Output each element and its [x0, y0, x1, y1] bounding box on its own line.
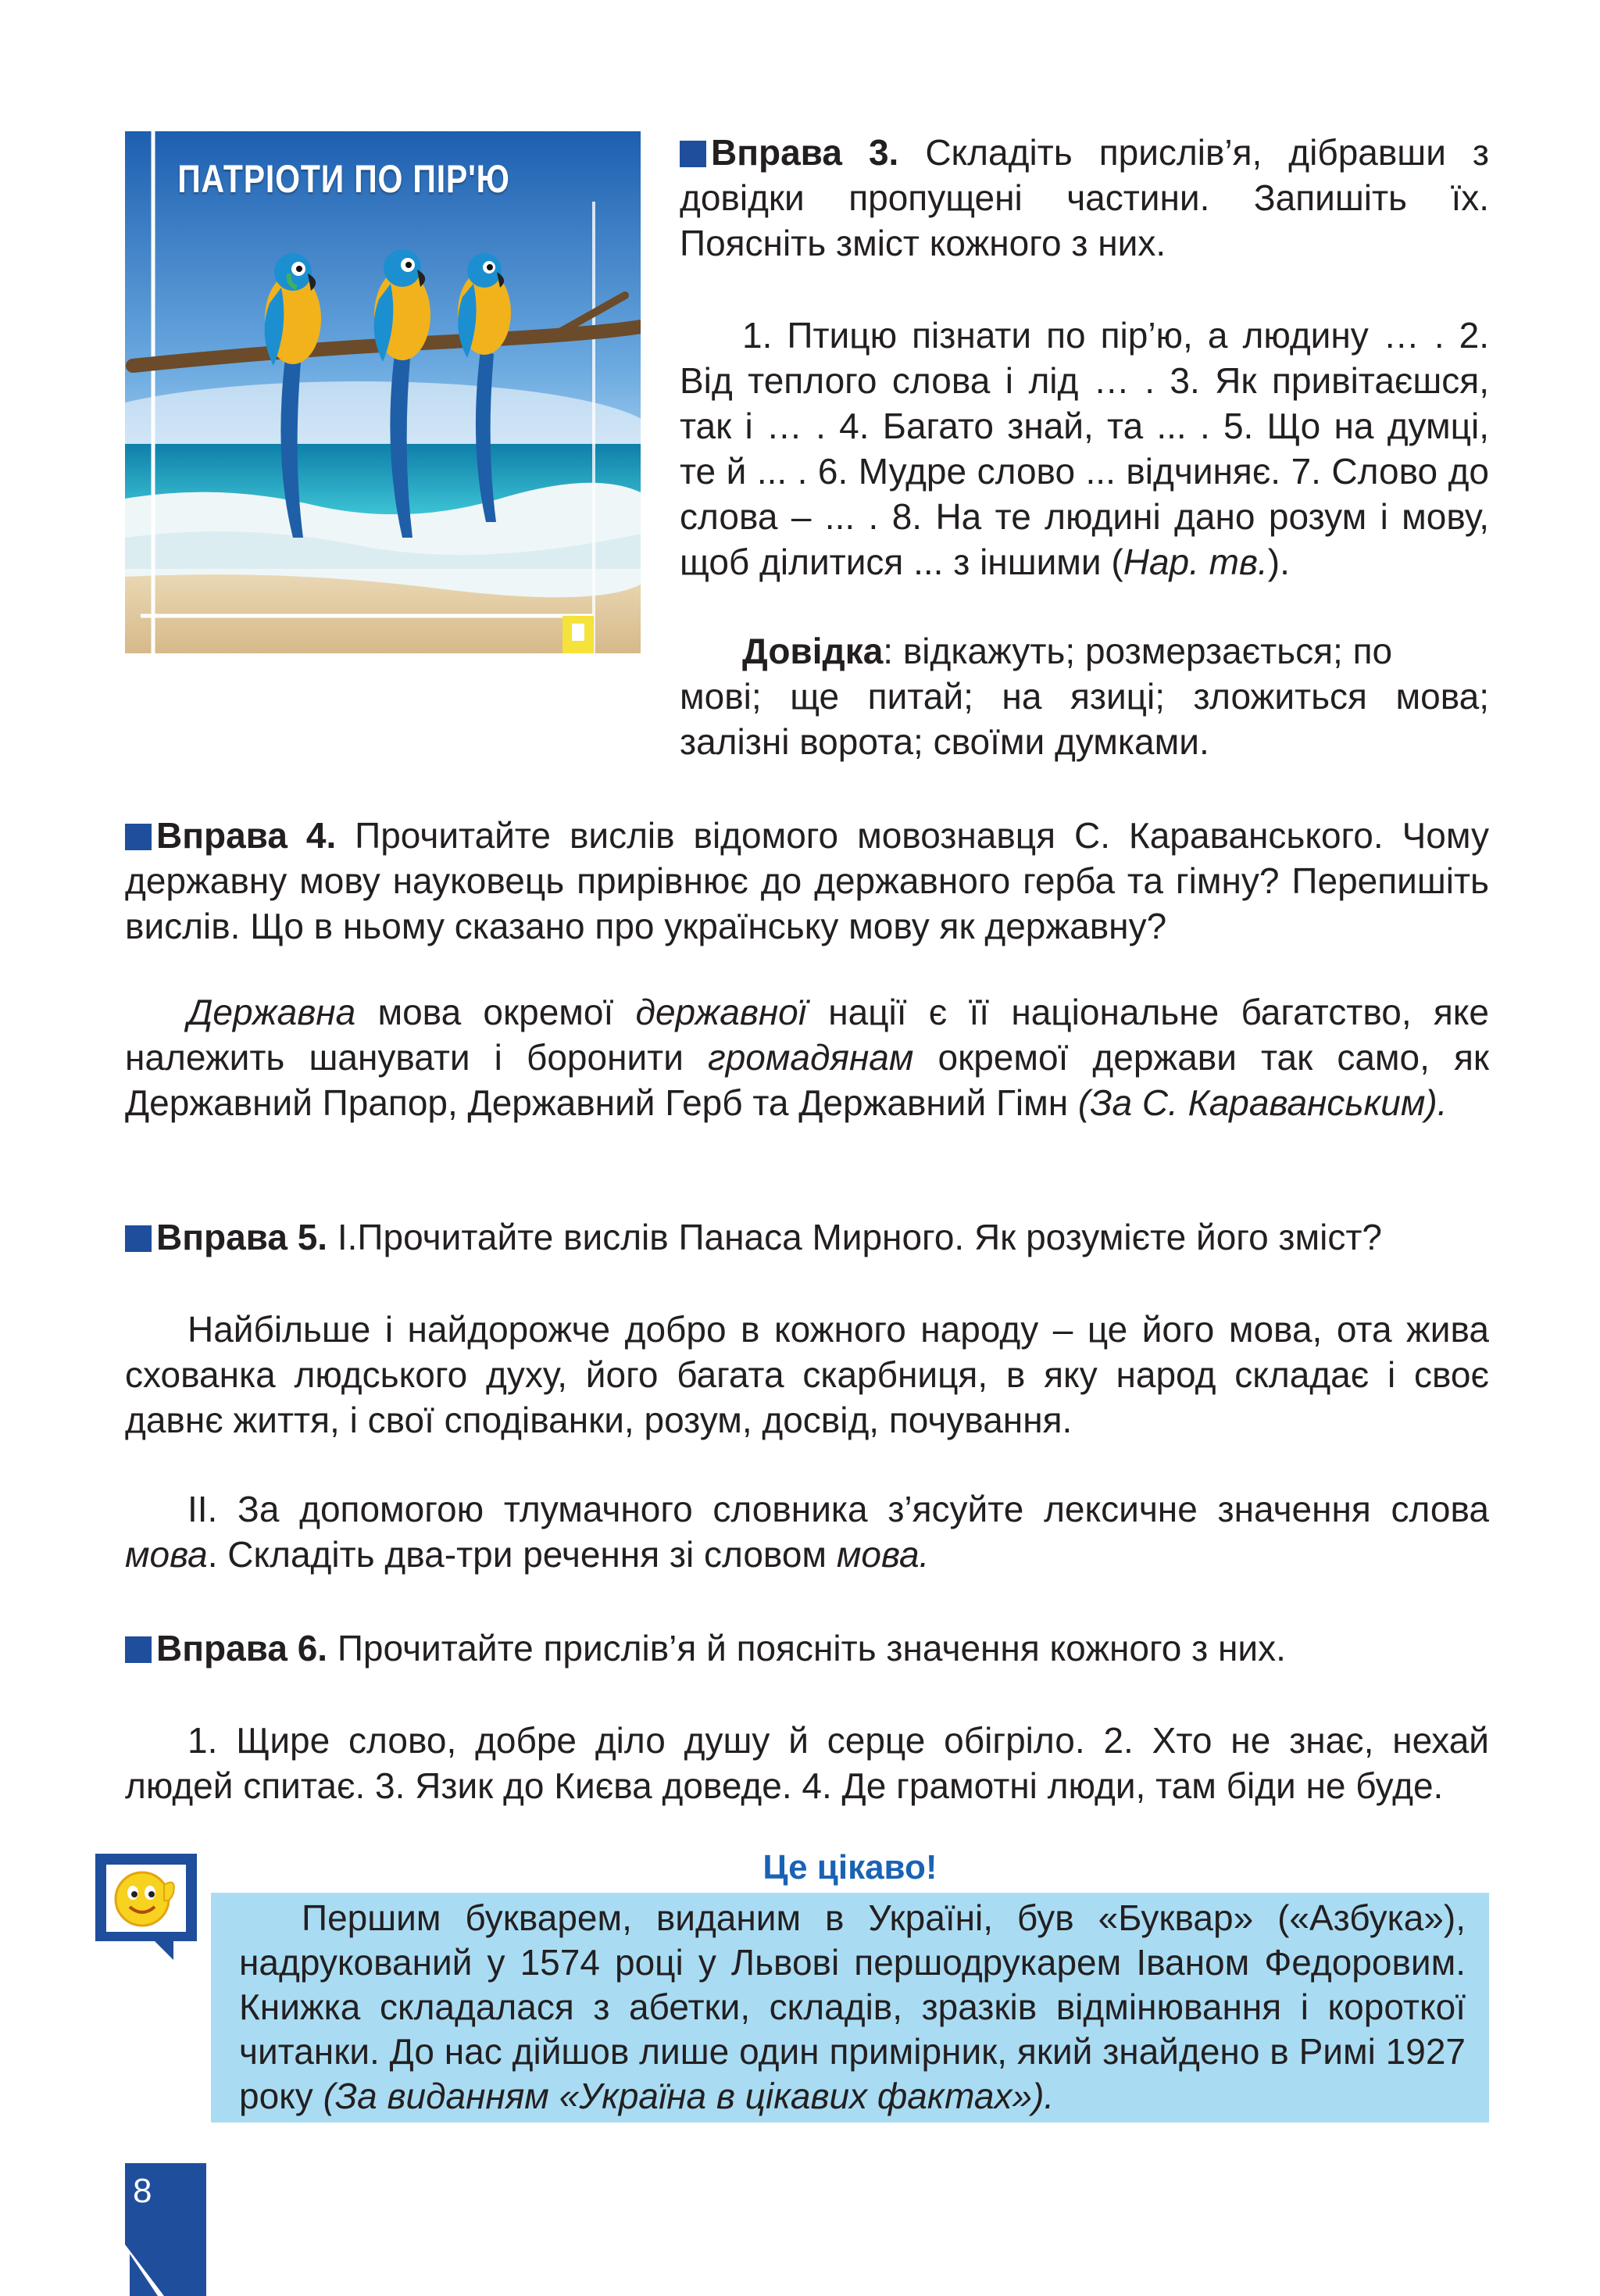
parrots-illustration — [125, 131, 641, 653]
interesting-source: (За виданням «Україна в цікавих фактах»). — [323, 2076, 1055, 2116]
proverbs-end: ). — [1267, 542, 1290, 582]
proverbs-text: 1. Птицю пізнати по пір’ю, а людину … . 2. Від теплого слова і лід … . 3. Як привітаєшся, так і … . 4. Багато знай, та ... . 5. Що на думці, те й ... . 6. Мудре слово ... відчиняє. 7. Слово до слова – ... . 8. На те людині дано розум і мову, щоб ділитися ... з іншими ( — [680, 315, 1489, 582]
part2-text: ІІ. За допомогою тлумачного словника з’ясуйте лексичне значення слова — [188, 1489, 1489, 1529]
exercise-4-label: Вправа 4. — [156, 815, 337, 856]
exercise-5-task — [125, 1214, 1489, 1260]
exercise-3-proverbs — [680, 313, 1489, 585]
reference-text-2: мові; ще питай; на язиці; зложиться мова; залізні ворота; своїми думками. — [680, 676, 1489, 762]
reference-text-1: : відкажуть; розмерзається; по — [883, 631, 1393, 671]
interesting-title: Це цікаво! — [762, 1848, 938, 1887]
reference-label: Довідка — [742, 631, 884, 671]
square-bullet-icon — [125, 1225, 152, 1252]
square-bullet-icon — [125, 824, 152, 850]
illustration-title: ПАТРІОТИ ПО ПІР'Ю — [177, 157, 510, 201]
interesting-box — [211, 1893, 1489, 2123]
exercise-5-label: Вправа 5. — [156, 1217, 328, 1257]
quote-text: мова окремої — [355, 992, 636, 1032]
quote-word: громадянам — [708, 1037, 914, 1078]
exercise-4-task — [125, 813, 1489, 949]
reference-line-1 — [125, 628, 1489, 674]
quote-word: державної — [635, 992, 806, 1032]
exercise-5-part-2 — [125, 1486, 1489, 1577]
square-bullet-icon — [125, 1636, 152, 1663]
quote-source: (За С. Караванським). — [1077, 1082, 1448, 1123]
exercise-5-quote: Найбільше і найдорожче добро в кожного народу – це його мова, ота жива схованка людського духу, його багата скарбниця, в яку народ складає і своє давнє життя, і свої сподіванки, розум, досвід, почування. — [125, 1309, 1489, 1440]
exercise-3-label: Вправа 3. — [711, 132, 899, 173]
exercise-4-text: Прочитайте вислів відомого мовознавця С. Караванського. Чому державну мову науковець прирівнює до державного герба та гімну? Перепишіть вислів. Що в ньому сказано про українську мову як державну? — [125, 815, 1489, 946]
exercise-4-quote — [125, 989, 1489, 1125]
smiley-bookmark-icon — [95, 1854, 197, 1960]
exercise-3-reference — [125, 628, 1489, 764]
part2-word: мова. — [836, 1534, 930, 1575]
part2-word: мова — [125, 1534, 208, 1575]
source-abbr: Нар. тв. — [1123, 542, 1268, 582]
exercise-3-task — [680, 130, 1489, 266]
page-number: 8 — [133, 2172, 152, 2210]
reference-line-2 — [125, 674, 1489, 764]
interesting-text: Першим букварем, виданим в Україні, був «Буквар» («Азбука»), надрукований у 1574 році у Львові першодрукарем Іваном Федоровим. Книжка складалася з абетки, складів, зразків відмінювання і короткої читанки. До нас дійшов лише один примірник, який знайдено в Римі 1927 року — [239, 1897, 1466, 2116]
part2-text: . Складіть два-три речення зі словом — [207, 1534, 837, 1575]
exercise-6-proverbs: 1. Щире слово, добре діло душу й серце обігріло. 2. Хто не знає, нехай людей спитає. 3. Язик до Києва доведе. 4. Де грамотні люди, там біди не буде. — [125, 1720, 1489, 1806]
exercise-5-text: І.Прочитайте вислів Панаса Мирного. Як розумієте його зміст? — [327, 1217, 1383, 1257]
exercise-6-label: Вправа 6. — [156, 1628, 328, 1668]
exercise-6-text: Прочитайте прислів’я й поясніть значення кожного з них. — [327, 1628, 1286, 1668]
square-bullet-icon — [680, 141, 706, 167]
quote-text: нації є її національне багатство, яке належить шанувати і боронити — [125, 992, 1489, 1078]
exercise-6-task — [125, 1625, 1489, 1671]
quote-text: окремої держави так само, як Державний Прапор, Державний Герб та Державний Гімн — [125, 1037, 1490, 1123]
quote-word: Державна — [188, 992, 356, 1032]
exercise-3-text: Складіть прислів’я, дібравши з довідки пропущені частини. Запишіть їх. Поясніть зміст кожного з них. — [680, 132, 1489, 263]
